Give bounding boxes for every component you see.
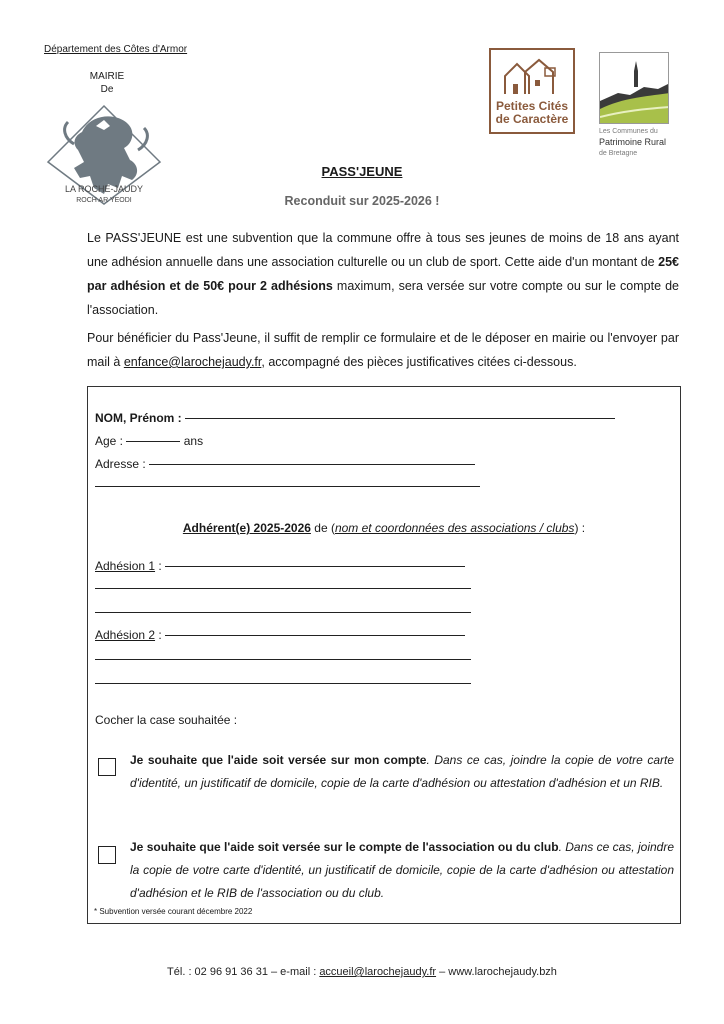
option-2-italic: . Dans ce cas, joindre la copie de votre carte d'identité, un justificatif de domicile, copie de la carte d'adhésion ou attestation d'adhésion et le RIB de l'association ou du club. xyxy=(130,840,675,900)
adherent-title xyxy=(88,521,680,535)
adherent-title-bold: Adhérent(e) 2025-2026 xyxy=(182,521,311,535)
option-2-checkbox[interactable] xyxy=(98,846,116,864)
adhesion-1-row xyxy=(95,559,465,573)
adherent-title-de: de ( xyxy=(310,521,335,535)
intro-p1-text-a: Le PASS'JEUNE est une subvention que la commune offre à tous ses jeunes de moins de 18 ans ayant une adhésion annuelle dans une association culturelle ou un club de sport. Cette aide d'un montant de xyxy=(87,231,679,269)
name-input-line[interactable] xyxy=(185,418,615,419)
page-subtitle: Reconduit sur 2025-2026 ! xyxy=(284,194,440,208)
patrimoine-rural-logo xyxy=(599,52,669,124)
patrimoine-rural-text xyxy=(599,126,666,159)
footer-phone: Tél. : 02 96 91 36 31 – e-mail : xyxy=(167,966,320,978)
petites-cites-text xyxy=(491,100,573,126)
option-2-bold: Je souhaite que l'aide soit versée sur le compte de l'association ou du club xyxy=(130,840,559,854)
adhesion-1-input-line-2[interactable] xyxy=(95,588,471,589)
adhesion-2-input-line-2[interactable] xyxy=(95,659,471,660)
option-1-bold: Je souhaite que l'aide soit versée sur mon compte xyxy=(130,753,427,767)
enfance-email-link[interactable]: enfance@larochejaudy.fr xyxy=(123,355,262,369)
address-input-line-2[interactable] xyxy=(95,486,480,487)
subvention-note: * Subvention versée courant décembre 2022 xyxy=(94,907,253,916)
adhesion-1-colon: : xyxy=(155,559,162,573)
crest-text-line2: ROCH AR YEODI xyxy=(76,197,132,204)
page-title: PASS'JEUNE xyxy=(321,164,403,179)
age-unit: ans xyxy=(183,434,204,448)
application-form xyxy=(87,386,681,924)
address-input-line-1[interactable] xyxy=(149,464,475,465)
address-field-row xyxy=(95,457,475,471)
adhesion-2-colon: : xyxy=(155,628,162,642)
age-field-row xyxy=(95,434,203,448)
option-1-text xyxy=(130,749,674,795)
adhesion-1-input-line-3[interactable] xyxy=(95,612,471,613)
mairie-label xyxy=(72,70,142,96)
petites-cites-line1: Petites Cités xyxy=(495,99,569,113)
patrimoine-line1: Les Communes du xyxy=(599,128,658,135)
cocher-label: Cocher la case souhaitée : xyxy=(95,713,238,727)
age-label: Age : xyxy=(95,434,124,448)
patrimoine-line3: de Bretagne xyxy=(599,150,638,157)
name-label: NOM, Prénom : xyxy=(95,411,182,425)
petites-cites-line2: de Caractère xyxy=(495,112,569,126)
option-1-italic: . Dans ce cas, joindre la copie de votre carte d'identité, un justificatif de domicile, copie de la carte d'adhésion ou attestation d'adhésion et un RIB. xyxy=(130,753,674,790)
address-label: Adresse : xyxy=(95,457,146,471)
intro-paragraph-1 xyxy=(87,226,679,322)
intro-p2-text-b: , accompagné des pièces justificatives citées ci-dessous. xyxy=(261,355,577,369)
name-field-row xyxy=(95,411,615,425)
adhesion-2-label: Adhésion 2 xyxy=(95,628,156,642)
adherent-title-italic: nom et coordonnées des associations / clubs xyxy=(334,521,575,535)
petites-cites-logo xyxy=(489,48,575,134)
footer-contact xyxy=(0,966,724,978)
intro-p1-amounts: 25€ par adhésion et de 50€ pour 2 adhésions xyxy=(87,255,679,293)
intro-paragraph-2 xyxy=(87,326,679,374)
houses-icon xyxy=(491,54,573,100)
age-input-line[interactable] xyxy=(126,441,180,442)
intro-p2-text-a: Pour bénéficier du Pass'Jeune, il suffit de remplir ce formulaire et de le déposer en mairie ou l'envoyer par mail à xyxy=(87,331,679,369)
adhesion-2-row xyxy=(95,628,465,642)
adhesion-1-input-line-1[interactable] xyxy=(165,566,465,567)
option-2-text xyxy=(130,836,674,905)
crest-text-line1: LA ROCHE-JAUDY xyxy=(64,184,144,194)
mairie-line1: MAIRIE xyxy=(89,71,125,82)
mairie-line2: De xyxy=(100,84,114,95)
adhesion-2-input-line-1[interactable] xyxy=(165,635,465,636)
village-landscape-icon xyxy=(600,53,669,124)
footer-email-link[interactable]: accueil@larochejaudy.fr xyxy=(319,966,437,978)
intro-p1-text-b: maximum, sera versée sur votre compte ou sur le compte de l'association. xyxy=(87,279,679,317)
option-1-checkbox[interactable] xyxy=(98,758,116,776)
patrimoine-line2: Patrimoine Rural xyxy=(599,137,667,147)
department-label: Département des Côtes d'Armor xyxy=(44,44,188,55)
footer-website: – www.larochejaudy.bzh xyxy=(436,966,557,978)
adhesion-1-label: Adhésion 1 xyxy=(95,559,156,573)
adhesion-2-input-line-3[interactable] xyxy=(95,683,471,684)
adherent-title-end: ) : xyxy=(574,521,586,535)
